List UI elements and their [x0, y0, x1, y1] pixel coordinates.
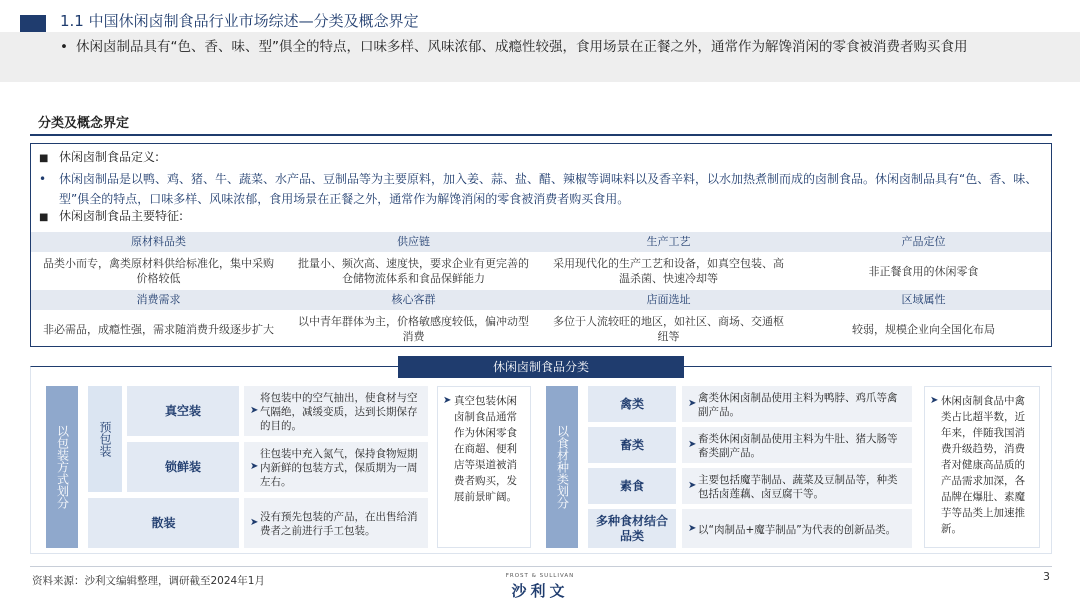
- desc-text: 以“肉制品+魔芋制品”为代表的创新品类。: [698, 523, 897, 536]
- arrow-bullet-icon: ➤: [250, 405, 259, 416]
- arrow-bullet-icon: ➤: [250, 461, 259, 472]
- type-vacuum: 真空装: [127, 386, 239, 436]
- feature-head: 区域属性: [796, 290, 1051, 310]
- definition-text: 休闲卤制品是以鸭、鸡、猪、牛、蔬菜、水产品、豆制品等为主要原料，加入姜、蒜、盐、醋、辣椒等调味料以及香辛料，以水加热煮制而成的卤制食品。休闲卤制品具有“色、香、味、型”俱全的特点，口味多样、风味浓郁，食用场景在正餐之外，通常作为解馋消闲的零食被消费者购买食用。: [59, 172, 1038, 206]
- definition-box: [30, 143, 1052, 347]
- source-note: 资料来源：沙利文编辑整理，调研截至2024年1月: [32, 575, 265, 587]
- arrow-bullet-icon: ➤: [688, 480, 697, 491]
- desc-text: 没有预先包装的产品，在出售给消费者之前进行手工包装。: [260, 511, 418, 537]
- feature-head: 消费需求: [31, 290, 286, 310]
- page-title: 1.1 中国休闲卤制食品行业市场综述—分类及概念界定: [60, 12, 419, 30]
- section-divider: [30, 134, 1052, 136]
- desc-text: 往包装中充入氮气，保持食物短期内新鲜的包装方式，保质期为一周左右。: [260, 448, 418, 488]
- desc-text: 畜类休闲卤制品使用主料为牛肚、猪大肠等畜类副产品。: [698, 433, 898, 459]
- feature-text: 以中青年群体为主，价格敏感度较低，偏冲动型消费: [298, 315, 529, 343]
- dot-bullet-icon: •: [39, 172, 47, 186]
- type-livestock: 畜类: [588, 427, 676, 463]
- desc-text: 禽类休闲卤制品使用主料为鸭脖、鸡爪等禽副产品。: [698, 392, 898, 418]
- features-heading-row: [39, 207, 183, 227]
- feature-head: 生产工艺: [541, 232, 796, 252]
- ingredient-note: [924, 386, 1040, 548]
- packaging-label: 以包装方式划分: [46, 386, 78, 548]
- feature-text: 采用现代化的生产工艺和设备，如真空包装、高温杀菌、快速冷却等: [553, 257, 784, 285]
- note-text: 真空包装休闲卤制食品通常作为休闲零食在商超、便利店等渠道被消费者购买，发展前景旷阔。: [454, 395, 517, 503]
- feature-text: 非必需品，成瘾性强，需求随消费升级逐步扩大: [43, 322, 274, 336]
- definition-text-row: [39, 169, 1039, 209]
- section-title: 分类及概念界定: [38, 116, 130, 131]
- intro-banner: [0, 32, 1080, 82]
- feature-head: 供应链: [286, 232, 541, 252]
- desc-text: 将包装中的空气抽出，使食材与空气隔绝，减缓变质，达到长期保存的目的。: [260, 392, 418, 432]
- feature-head: 产品定位: [796, 232, 1051, 252]
- feature-text: 较弱，规模企业向全国化布局: [852, 322, 995, 336]
- feature-head: 原材料品类: [31, 232, 286, 252]
- desc-mixed: [682, 509, 912, 548]
- type-vegetarian: 素食: [588, 468, 676, 504]
- feature-head: 店面选址: [541, 290, 796, 310]
- intro-text: 休闲卤制品具有“色、香、味、型”俱全的特点，口味多样、风味浓郁、成瘾性较强，食用场景在正餐之外，通常作为解馋消闲的零食被消费者购买食用: [76, 39, 968, 55]
- desc-vacuum: [244, 386, 428, 436]
- features-heading: 休闲卤制食品主要特征:: [59, 209, 184, 223]
- desc-fresh-lock: [244, 442, 428, 492]
- square-bullet-icon: ■: [39, 212, 49, 223]
- ingredient-label: 以食材种类划分: [546, 386, 578, 548]
- brand-logo: 沙利文: [511, 582, 569, 600]
- feature-text: 非正餐食用的休闲零食: [868, 264, 979, 278]
- definition-heading-row: [39, 148, 159, 168]
- desc-text: 主要包括魔芋制品、蔬菜及豆制品等，种类包括卤莲藕、卤豆腐干等。: [698, 474, 898, 500]
- arrow-bullet-icon: ➤: [250, 517, 259, 528]
- type-poultry: 禽类: [588, 386, 676, 422]
- arrow-bullet-icon: ➤: [688, 439, 697, 450]
- feature-text: 多位于人流较旺的地区，如社区、商场、交通枢纽等: [553, 315, 784, 343]
- arrow-bullet-icon: ➤: [443, 395, 452, 406]
- arrow-bullet-icon: ➤: [688, 398, 697, 409]
- type-mixed: 多种食材结合品类: [588, 509, 676, 548]
- arrow-bullet-icon: ➤: [688, 522, 697, 534]
- logo-subtext: FROST & SULLIVAN: [505, 573, 575, 579]
- packaging-note: [437, 386, 531, 548]
- note-text: 休闲卤制食品中禽类占比超半数，近年来，伴随我国消费升级趋势，消费者对健康高品质的产品需求加深，各品牌在爆肚、素魔芋等品类上加速推新。: [941, 395, 1025, 535]
- feature-text: 品类小而专，禽类原材料供给标准化，集中采购价格较低: [43, 257, 274, 285]
- arrow-bullet-icon: ➤: [930, 395, 939, 406]
- classification-banner: 休闲卤制食品分类: [398, 356, 684, 378]
- square-bullet-icon: ■: [39, 153, 49, 164]
- feature-head: 核心客群: [286, 290, 541, 310]
- desc-vegetarian: [682, 468, 912, 504]
- desc-poultry: [682, 386, 912, 422]
- page-number: 3: [1043, 570, 1050, 583]
- feature-text: 批量小、频次高、速度快，要求企业有更完善的仓储物流体系和食品保鲜能力: [298, 257, 529, 285]
- intro-bullet: •: [60, 39, 68, 55]
- footer-divider: [30, 566, 1052, 567]
- type-bulk: 散装: [88, 498, 239, 548]
- features-grid: [31, 232, 1051, 348]
- definition-heading: 休闲卤制食品定义:: [59, 150, 160, 164]
- prepack-label: 预包装: [88, 386, 122, 492]
- desc-livestock: [682, 427, 912, 463]
- desc-bulk: [244, 498, 428, 548]
- type-fresh-lock: 锁鲜装: [127, 442, 239, 492]
